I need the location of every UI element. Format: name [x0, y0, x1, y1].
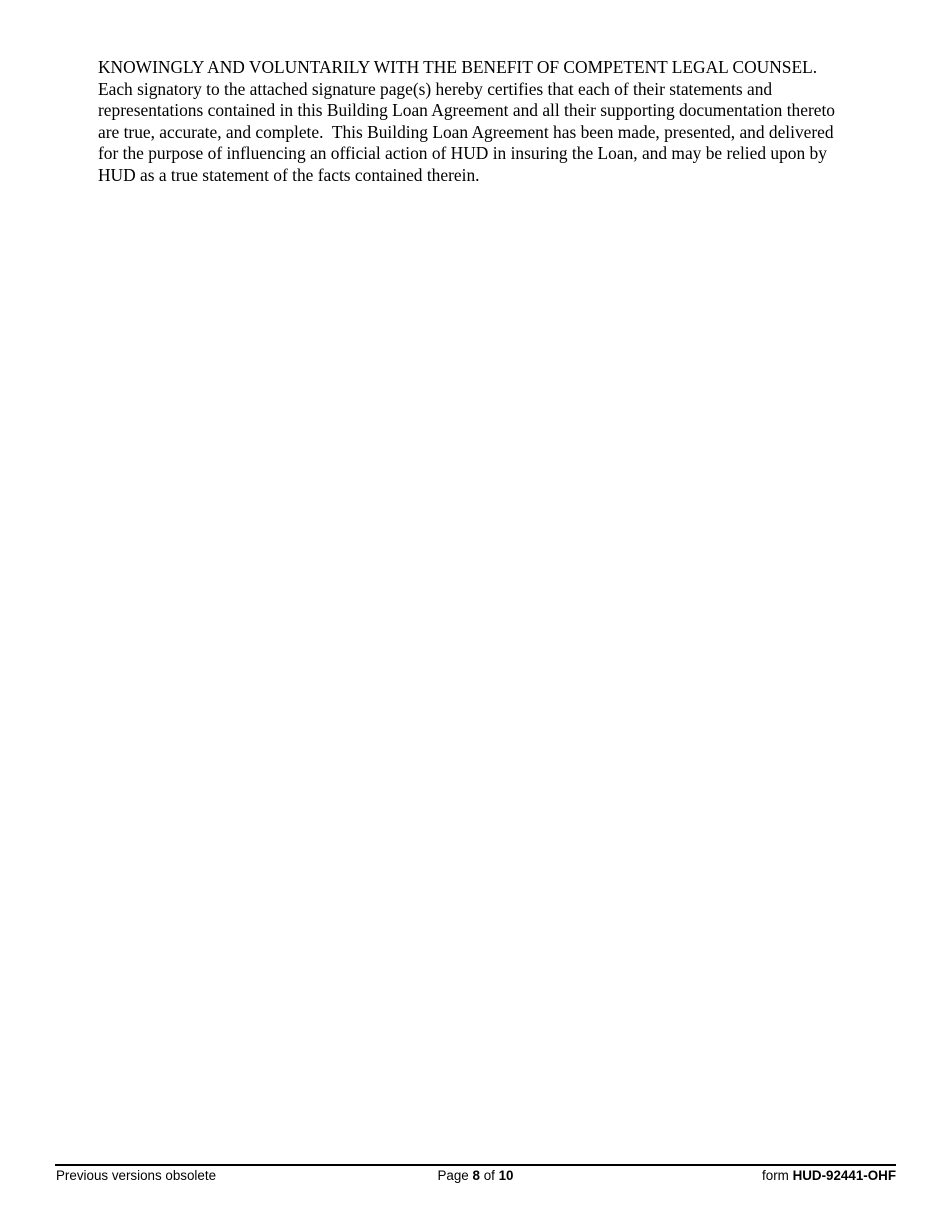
form-label: form: [762, 1168, 789, 1183]
page-footer: [55, 1167, 896, 1185]
form-number: HUD-92441-OHF: [792, 1168, 896, 1183]
paragraph-line: HUD as a true statement of the facts contained therein.: [98, 164, 480, 185]
footer-divider: [55, 1164, 896, 1166]
previous-versions-note: Previous versions obsolete: [56, 1168, 217, 1183]
certification-paragraph: [98, 57, 898, 187]
paragraph-line: representations contained in this Building Loan Agreement and all their supporting documentation thereto: [98, 100, 835, 121]
paragraph-line: KNOWINGLY AND VOLUNTARILY WITH THE BENEFIT OF COMPETENT LEGAL COUNSEL.: [98, 57, 818, 77]
page-label: Page: [437, 1168, 469, 1183]
paragraph-line: for the purpose of influencing an official action of HUD in insuring the Loan, and may be relied upon by: [98, 143, 827, 164]
page-total: 10: [498, 1168, 514, 1183]
form-identifier: [762, 1167, 896, 1185]
paragraph-line: Each signatory to the attached signature page(s) hereby certifies that each of their statements and: [98, 78, 773, 99]
page-of-label: of: [483, 1168, 495, 1183]
page-current: 8: [472, 1168, 480, 1183]
paragraph-line: are true, accurate, and complete. This Building Loan Agreement has been made, presented, and delivered: [98, 121, 834, 142]
